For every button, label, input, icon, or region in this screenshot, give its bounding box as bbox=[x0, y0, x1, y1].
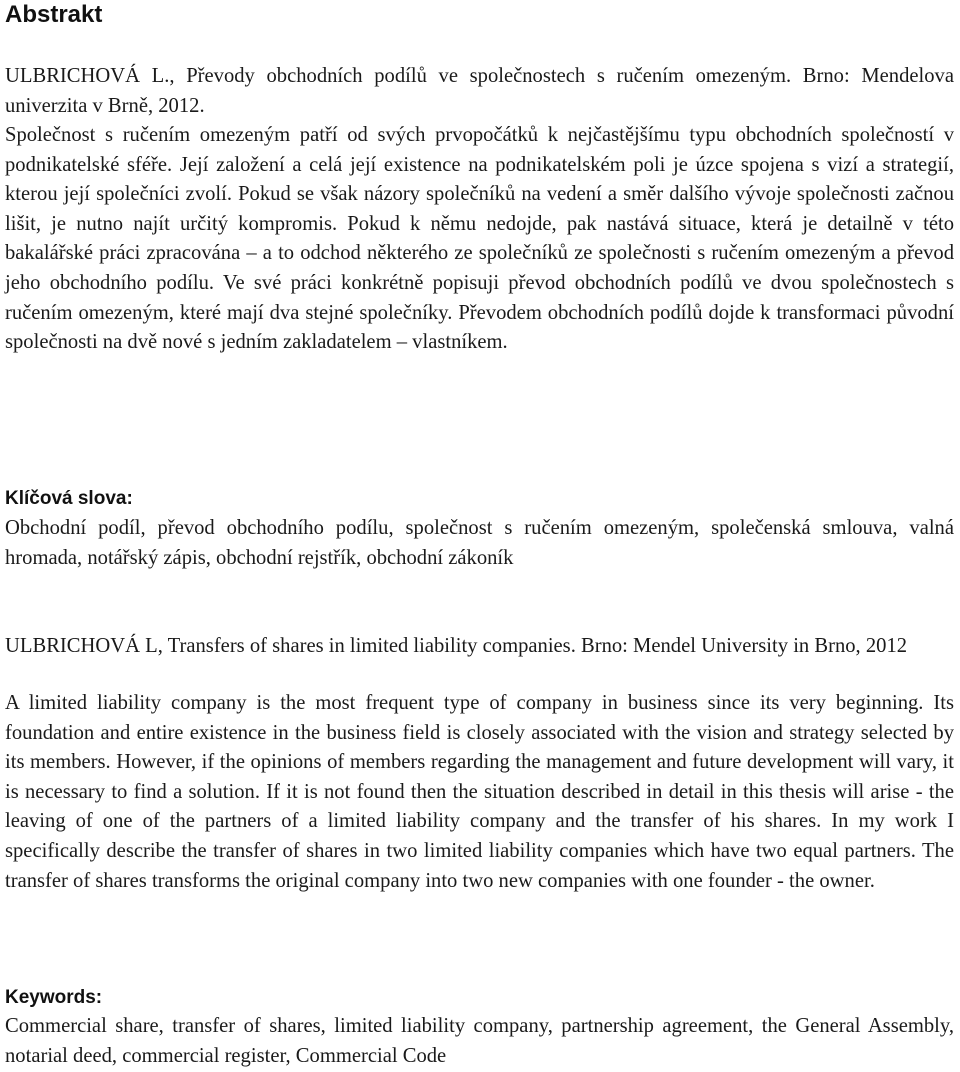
czech-keywords: Obchodní podíl, převod obchodního podílu, společnost s ručením omezeným, společenská smlouva, valná hromada, notářský zápis, obchodní rejstřík, obchodní zákoník bbox=[5, 517, 954, 569]
czech-citation: ULBRICHOVÁ L., Převody obchodních podílů ve společnostech s ručením omezeným. Brno: Mendelova univerzita v Brně, 2012. bbox=[5, 65, 954, 117]
czech-abstract-body: Společnost s ručením omezeným patří od svých prvopočátků k nejčastějšímu typu obchodních společností v podnikatelské sféře. Její založení a celá její existence na podnikatelském poli je úzce spojena s vizí a strategií, kterou její společníci zvolí. Pokud se však názory společníků na vedení a směr dalšího vývoje společnosti začnou lišit, je nutno najít určitý kompromis. Pokud k němu nedojde, pak nastává situace, která je detailně v této bakalářské práci zpracována – a to odchod některého ze společníků ze společnosti s ručením omezeným a převod jeho obchodního podílu. Ve své práci konkrétně popisuji převod obchodních podílů ve dvou společnostech s ručením omezeným, které mají dva stejné společníky. Převodem obchodních podílů dojde k transformaci původní společnosti na dvě nové s jedním zakladatelem – vlastníkem. bbox=[5, 124, 954, 354]
english-abstract-body: A limited liability company is the most frequent type of company in business since its very beginning. Its foundation and entire existence in the business field is closely associated with the vision and strategy selected by its members. However, if the opinions of members regarding the management and future development will vary, it is necessary to find a solution. If it is not found then the situation described in detail in this thesis will arise - the leaving of one of the partners of a limited liability company and the transfer of his shares. In my work I specifically describe the transfer of shares in two limited liability companies which have two equal partners. The transfer of shares transforms the original company into two new companies with one founder - the owner. bbox=[5, 692, 954, 892]
page-title: Abstrakt bbox=[5, 1, 103, 28]
english-citation: ULBRICHOVÁ L, Transfers of shares in limited liability companies. Brno: Mendel University in Brno, 2012 bbox=[5, 635, 908, 657]
english-keywords-label: Keywords: bbox=[5, 987, 103, 1008]
czech-keywords-label: Klíčová slova: bbox=[5, 488, 133, 509]
english-keywords: Commercial share, transfer of shares, limited liability company, partnership agreement, the General Assembly, notarial deed, commercial register, Commercial Code bbox=[5, 1015, 954, 1067]
